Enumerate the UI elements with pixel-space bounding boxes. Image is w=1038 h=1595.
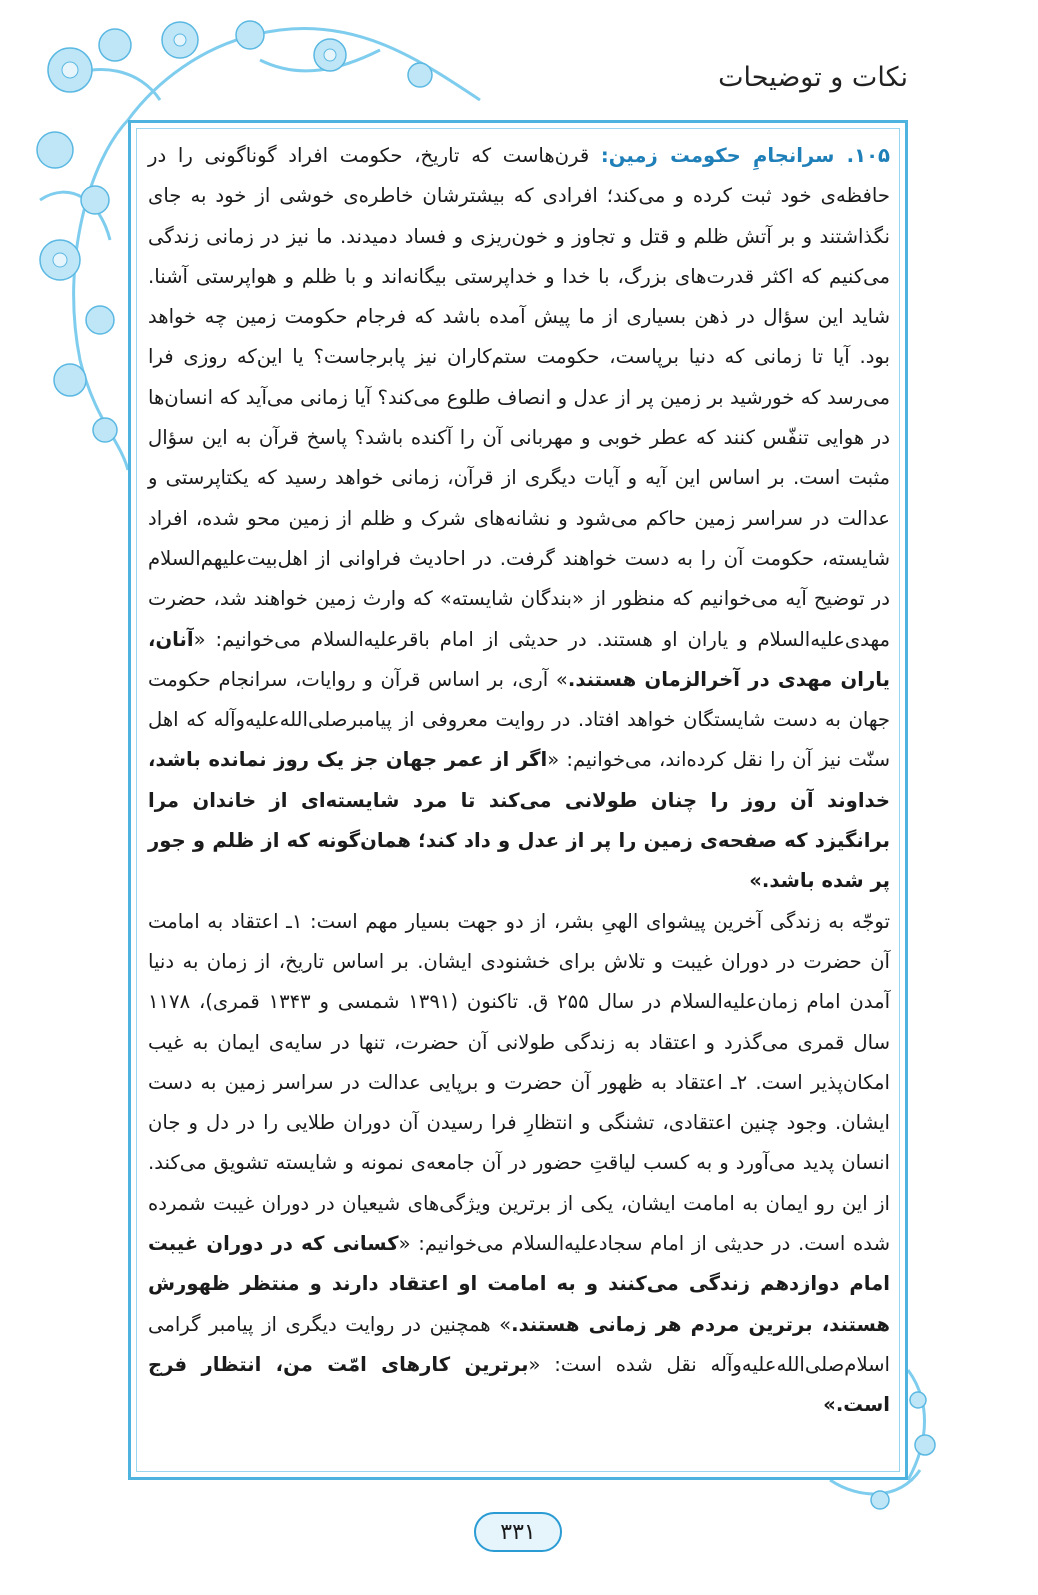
note-segment: توجّه به زندگی آخرین پیشوای الهیِ بشر، از دو جهت بسیار مهم است: ۱ـ اعتقاد به امامت آن حضرت در دوران غیبت و تلاش برای خشنودی ایشان. بر اساس تاریخ، از زمان به دنیا آمدن امام زمان‌علیه‌السلام در سال ۲۵۵ ق. تاکنون (۱۳۹۱ شمسی و ۱۳۴۳ قمری)، ۱۱۷۸ سال قمری می‌گذرد و اعتقاد به زندگی طولانی آن حضرت، تنها در سایه‌ی ایمان به غیب امکان‌پذیر است. ۲ـ اعتقاد به ظهور آن حضرت و برپایی عدالت در سراسر زمین به دست ایشان. وجود چنین اعتقادی، تشنگی و انتظارِ فرا رسیدن آن دوران طلایی را در دل و جان انسان پدید می‌آورد و به کسب لیاقتِ حضور در آن جامعه‌ی نمونه و شایسته تشویق می‌کند. از این رو ایمان به امامت ایشان، یکی از برترین ویژگی‌های شیعیان در دوران غیبت شمرده شده است. در حدیثی از امام سجادعلیه‌السلام می‌خوانیم: « [148,909,891,1256]
page-header-title: نکات و توضیحات [718,62,908,93]
note-paragraph-1 [148,136,890,902]
note-title: ۱۰۵. سرانجامِ حکومت زمین: [600,144,891,167]
note-body [148,136,890,1426]
page-number: ۳۳۱ [474,1512,562,1552]
note-segment: قرن‌هاست که تاریخ، حکومت افراد گوناگونی را در حافظه‌ی خود ثبت کرده و می‌کند؛ افرادی که بیشترشان خاطره‌ی خوشی از خود به جای نگذاشتند و بر آتش ظلم و قتل و تجاوز و خون‌ریزی و فساد دمیدند. ما نیز در زمانی زندگی می‌کنیم که اکثر قدرت‌های بزرگ، با خدا و خداپرستی بیگانه‌اند و با ظلم و هواپرستی آشنا. شاید این سؤال در ذهن بسیاری از ما پیش آمده باشد که فرجام حکومت زمین چه خواهد بود. آیا تا زمانی که دنیا برپاست، حکومت ستم‌کاران نیز پابرجاست؟ یا این‌که روزی فرا می‌رسد که خورشید بر زمین پر از عدل و انصاف طلوع می‌کند؟ آیا زمانی می‌آید که انسان‌ها در هوایی تنفّس کنند که عطر خوبی و مهربانی آن را آکنده باشد؟ پاسخ قرآن به این سؤال مثبت است. بر اساس این آیه و آیات دیگری از قرآن، زمانی خواهد رسید که یکتاپرستی و عدالت در سراسر زمین حاکم می‌شود و نشانه‌های شرک و ظلم از زمین محو شده، افراد شایسته، حکومت آن را به دست خواهند گرفت. در احادیث فراوانی از اهل‌بیت‌علیهم‌السلام در توضیح آیه می‌خوانیم که منظور از «بندگان شایسته» که وارث زمین خواهند شد، حضرت مهدی‌علیه‌السلام و یاران او هستند. در حدیثی از امام باقرعلیه‌السلام می‌خوانیم: « [148,144,890,651]
note-quote: اگر از عمر جهان جز یک روز نمانده باشد، خداوند آن روز را چنان طولانی می‌کند تا مرد شایسته‌ای از خاندان مرا برانگیزد که صفحه‌ی زمین را پر از عدل و داد کند؛ همان‌گونه که از ظلم و جور پر شده باشد.» [148,748,890,893]
note-quote: کسانی که در دوران غیبت امام دوازدهم زندگی می‌کنند و به امامت او اعتقاد دارند و منتظر ظهورش هستند، برترین مردم هر زمانی هستند. [148,1232,890,1336]
note-paragraph-2 [148,902,890,1426]
note-segment: » آری، بر اساس قرآن و روایات، سرانجام حکومت جهان به دست شایستگان خواهد افتاد. در روایت معروفی از پیامبرصلی‌الله‌علیه‌وآله که اهل سنّت نیز آن را نقل کرده‌اند، می‌خوانیم: « [148,667,890,772]
note-quote: برترین کارهای امّت من، انتظار فرج است.» [148,1352,890,1417]
note-segment: » همچنین در روایت دیگری از پیامبر گرامی اسلام‌صلی‌الله‌علیه‌وآله نقل شده است: « [148,1312,890,1376]
note-quote: آنان، یاران مهدی در آخرالزمان هستند. [148,627,890,691]
